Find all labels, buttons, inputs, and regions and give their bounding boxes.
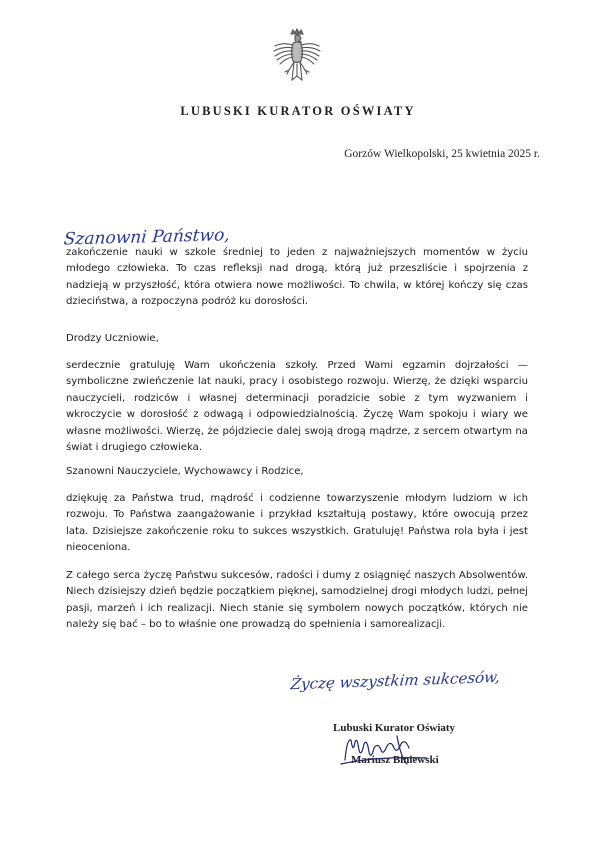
institution-title: LUBUSKI KURATOR OŚWIATY: [180, 104, 416, 118]
handwritten-closing: [288, 660, 502, 700]
paragraph-intro: zakończenie nauki w szkole średniej to jeden z najważniejszych momentów w życiu młodego człowieka. To czas refleksji nad drogą, którą już przeszliście i spojrzenia z nadzieją w przyszłość, która otwiera nowe możliwości. To chwila, w której kończy się czas dzieciństwa, a rozpoczyna podróż ku dorosłości.: [66, 247, 528, 308]
greeting-students: Drodzy Uczniowie,: [66, 333, 159, 344]
paragraph-wishes: Z całego serca życzę Państwu sukcesów, radości i dumy z osiągnięć naszych Absolwentów. Niech dzisiejszy dzień będzie początkiem pięknej, samodzielnej drogi młodych ludzi, pełnej pasji, marzeń i ich realizacji. Niech stanie się symbolem nowych początków, których nie należy się bać – bo to właśnie one prowadzą do spełnienia i samorealizacji.: [66, 570, 528, 631]
paragraph-students: serdecznie gratuluję Wam ukończenia szkoły. Przed Wami egzamin dojrzałości — symboliczne zwieńczenie lat nauki, pracy i osobistego rozwoju. Wierzę, że dzięki wsparciu nauczycieli, rodziców i własnej determinacji poradzicie sobie z tym wyzwaniem i wkroczycie w dorosłość z odwagą i odpowiedzialnością. Życzę Wam spokoju i wiary we własne możliwości. Wierzę, że pójdziecie dalej swoją drogą mądrze, z sercem otwartym na świat i drugiego człowieka.: [66, 360, 528, 454]
svg-text:Szanowni Państwo,: Szanowni Państwo,: [62, 225, 231, 250]
polish-eagle-emblem-icon: [271, 28, 323, 86]
signatory-title: Lubuski Kurator Oświaty: [333, 722, 456, 734]
svg-text:Życzę wszystkim sukcesów,: Życzę wszystkim sukcesów,: [289, 668, 502, 694]
handwritten-signature: [337, 728, 433, 772]
greeting-teachers-parents: Szanowni Nauczyciele, Wychowawcy i Rodzice,: [66, 466, 304, 477]
place-and-date: Gorzów Wielkopolski, 25 kwietnia 2025 r.: [344, 148, 540, 160]
signatory-name: Mariusz Biniewski: [351, 754, 439, 766]
paragraph-teachers-parents: dziękuję za Państwa trud, mądrość i codzienne towarzyszenie młodym ludziom w ich rozwoju. To Państwa zaangażowanie i przykład kształtują postawy, które owocują przez lata. Dzisiejsze zakończenie roku to sukces wszystkich. Gratuluję! Państwa rola była i jest nieoceniona.: [66, 493, 528, 554]
